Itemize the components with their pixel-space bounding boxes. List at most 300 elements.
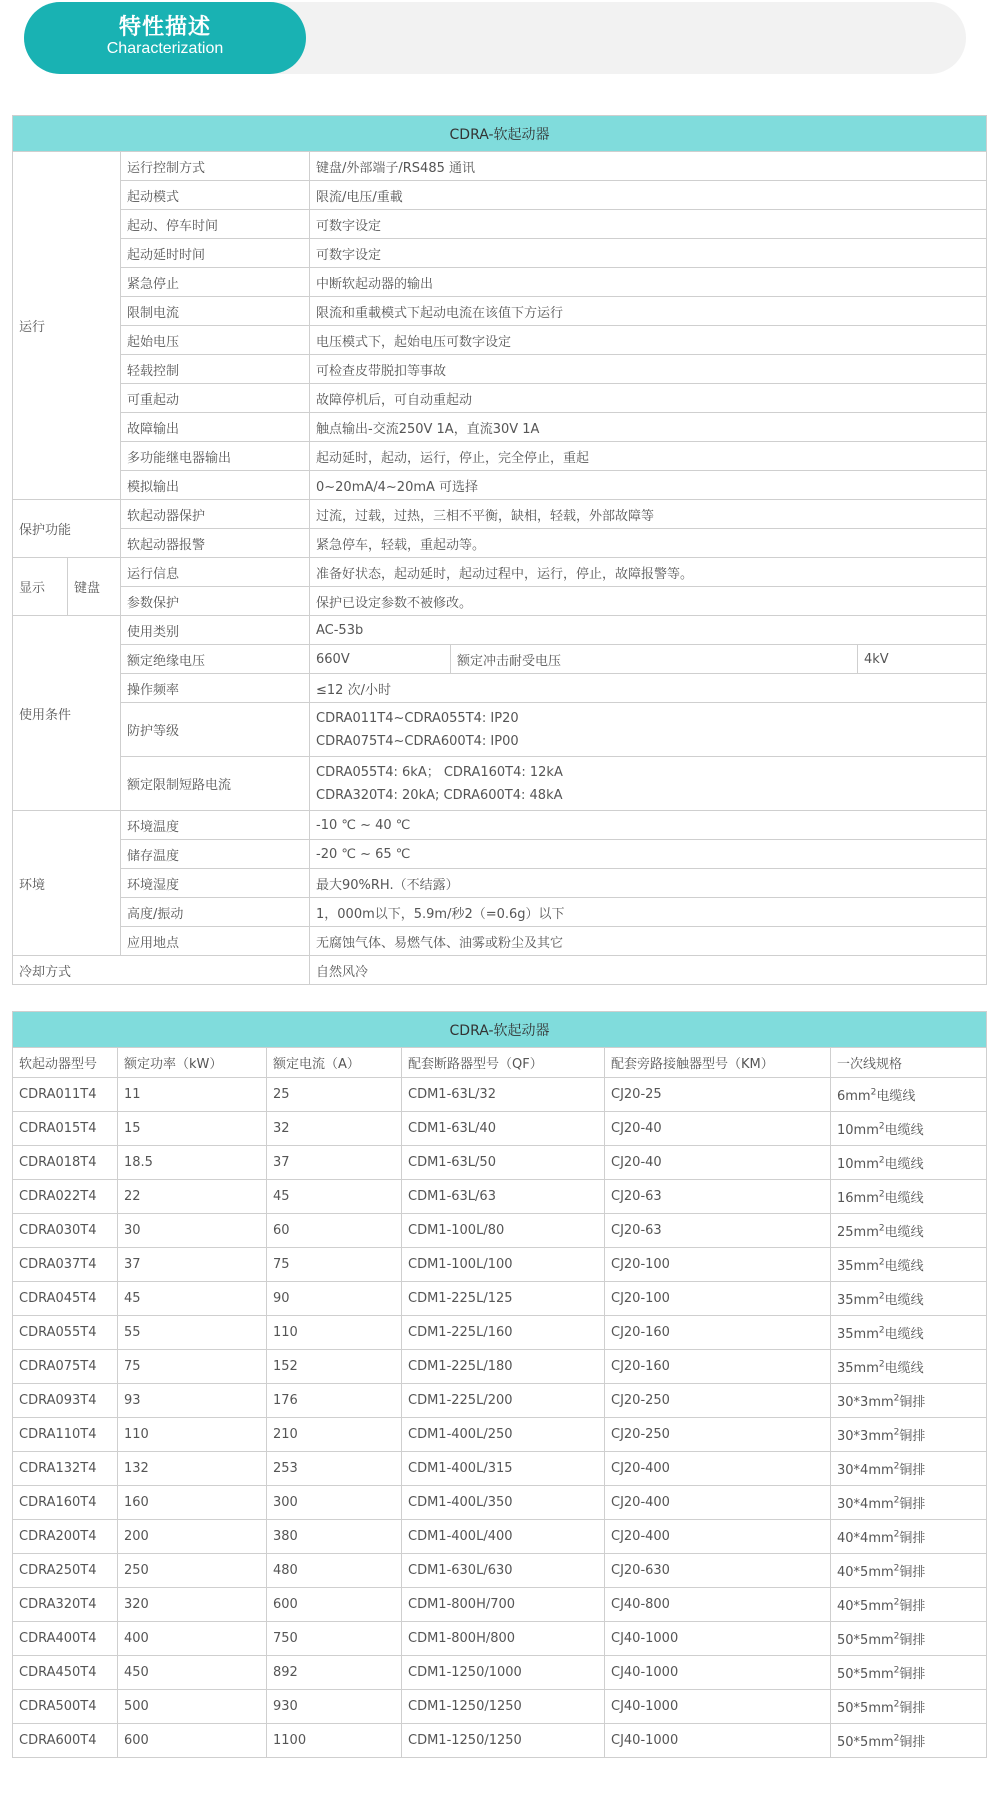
cable-type: 电缆线	[884, 1157, 924, 1172]
cable-size: 30*3mm	[837, 1429, 894, 1444]
cell-model: CDRA250T4	[13, 1554, 118, 1588]
cell-power: 132	[118, 1452, 267, 1486]
spec-label: 软起动器报警	[121, 529, 310, 558]
table-row	[13, 1588, 987, 1622]
table-row	[13, 1248, 987, 1282]
spec-label: 额定绝缘电压	[121, 645, 310, 674]
cell-current: 892	[267, 1656, 402, 1690]
cell-current: 32	[267, 1112, 402, 1146]
spec-row	[13, 210, 987, 239]
spec-label: 轻载控制	[121, 355, 310, 384]
cell-cable	[831, 1486, 987, 1520]
spec-value: AC-53b	[310, 616, 987, 645]
cell-power: 55	[118, 1316, 267, 1350]
cable-type: 电缆线	[884, 1123, 924, 1138]
cell-qf: CDM1-400L/400	[402, 1520, 605, 1554]
spec-value: 无腐蚀气体、易燃气体、油雾或粉尘及其它	[310, 927, 987, 956]
cable-type: 铜排	[899, 1531, 926, 1546]
cell-model: CDRA015T4	[13, 1112, 118, 1146]
spec-value: 1，000m以下，5.9m/秒2（=0.6g）以下	[310, 898, 987, 927]
cell-current: 152	[267, 1350, 402, 1384]
cell-qf: CDM1-400L/315	[402, 1452, 605, 1486]
cell-qf: CDM1-1250/1250	[402, 1724, 605, 1758]
spec-row	[13, 956, 987, 985]
cell-cable	[831, 1520, 987, 1554]
cable-size: 35mm	[837, 1293, 879, 1308]
cell-current: 210	[267, 1418, 402, 1452]
cell-current: 1100	[267, 1724, 402, 1758]
cell-km: CJ20-40	[605, 1146, 831, 1180]
superscript-two: 2	[893, 1495, 900, 1506]
spec-row	[13, 442, 987, 471]
cell-qf: CDM1-100L/100	[402, 1248, 605, 1282]
spec-label: 额定限制短路电流	[121, 757, 310, 811]
superscript-two: 2	[878, 1121, 885, 1132]
cell-qf: CDM1-800H/700	[402, 1588, 605, 1622]
cell-power: 45	[118, 1282, 267, 1316]
cell-cable	[831, 1214, 987, 1248]
cell-current: 60	[267, 1214, 402, 1248]
superscript-two: 2	[878, 1155, 885, 1166]
cell-current: 110	[267, 1316, 402, 1350]
spec-value: 触点输出-交流250V 1A，直流30V 1A	[310, 413, 987, 442]
characteristics-table	[12, 115, 987, 985]
cell-power: 22	[118, 1180, 267, 1214]
spec-row	[13, 645, 987, 674]
cell-power: 18.5	[118, 1146, 267, 1180]
cable-size: 50*5mm	[837, 1667, 894, 1682]
cell-cable	[831, 1248, 987, 1282]
spec-row	[13, 152, 987, 181]
cell-power: 93	[118, 1384, 267, 1418]
cell-model: CDRA320T4	[13, 1588, 118, 1622]
spec-value: -10 ℃ ~ 40 ℃	[310, 811, 987, 840]
subgroup-label: 键盘	[68, 558, 121, 616]
cable-size: 35mm	[837, 1259, 879, 1274]
column-header: 一次线规格	[831, 1048, 987, 1078]
spec-value: 0~20mA/4~20mA 可选择	[310, 471, 987, 500]
superscript-two: 2	[878, 1359, 885, 1370]
group-label: 使用条件	[13, 616, 121, 811]
spec-row	[13, 181, 987, 210]
cell-model: CDRA600T4	[13, 1724, 118, 1758]
cable-type: 铜排	[899, 1565, 926, 1580]
spec-label: 可重起动	[121, 384, 310, 413]
spec-label: 冷却方式	[13, 956, 310, 985]
cell-cable	[831, 1554, 987, 1588]
spec-label: 模拟输出	[121, 471, 310, 500]
cell-model: CDRA045T4	[13, 1282, 118, 1316]
cable-type: 电缆线	[884, 1293, 924, 1308]
cell-power: 11	[118, 1078, 267, 1112]
cell-km: CJ20-160	[605, 1350, 831, 1384]
table-row	[13, 1350, 987, 1384]
cable-size: 40*5mm	[837, 1565, 894, 1580]
cell-power: 200	[118, 1520, 267, 1554]
spec-row	[13, 355, 987, 384]
spec-label: 额定冲击耐受电压	[451, 645, 858, 674]
spec-label: 应用地点	[121, 927, 310, 956]
spec-value: ≤12 次/小时	[310, 674, 987, 703]
cell-model: CDRA400T4	[13, 1622, 118, 1656]
cell-power: 30	[118, 1214, 267, 1248]
table-caption: CDRA-软起动器	[13, 116, 987, 152]
spec-row	[13, 529, 987, 558]
cell-km: CJ40-1000	[605, 1690, 831, 1724]
cell-model: CDRA037T4	[13, 1248, 118, 1282]
spec-label: 使用类别	[121, 616, 310, 645]
spec-value: 中断软起动器的输出	[310, 268, 987, 297]
cable-type: 铜排	[899, 1633, 926, 1648]
spec-label: 多功能继电器输出	[121, 442, 310, 471]
spec-label: 环境湿度	[121, 869, 310, 898]
spec-value	[310, 703, 987, 757]
cell-current: 300	[267, 1486, 402, 1520]
spec-value: 紧急停车，轻载，重起动等。	[310, 529, 987, 558]
cable-size: 30*4mm	[837, 1463, 894, 1478]
value-line: CDRA011T4~CDRA055T4: IP20	[316, 710, 519, 726]
cell-power: 110	[118, 1418, 267, 1452]
cell-km: CJ20-100	[605, 1282, 831, 1316]
cable-type: 电缆线	[884, 1225, 924, 1240]
table-row	[13, 1520, 987, 1554]
spec-label: 起动延时时间	[121, 239, 310, 268]
cell-km: CJ20-100	[605, 1248, 831, 1282]
cell-cable	[831, 1588, 987, 1622]
cell-qf: CDM1-225L/180	[402, 1350, 605, 1384]
cell-cable	[831, 1078, 987, 1112]
table-row	[13, 1554, 987, 1588]
table-header-row	[13, 1048, 987, 1078]
table-row	[13, 1146, 987, 1180]
spec-value: 4kV	[858, 645, 987, 674]
cell-cable	[831, 1384, 987, 1418]
superscript-two: 2	[893, 1393, 900, 1404]
cell-km: CJ20-160	[605, 1316, 831, 1350]
superscript-two: 2	[878, 1189, 885, 1200]
cable-size: 35mm	[837, 1327, 879, 1342]
section-title-en: Characterization	[106, 40, 224, 57]
value-line: CDRA075T4~CDRA600T4: IP00	[316, 733, 519, 749]
table-caption: CDRA-软起动器	[13, 1012, 987, 1048]
spec-value: -20 ℃ ~ 65 ℃	[310, 840, 987, 869]
cell-km: CJ20-630	[605, 1554, 831, 1588]
superscript-two: 2	[893, 1529, 900, 1540]
spec-value: 键盘/外部端子/RS485 通讯	[310, 152, 987, 181]
cell-model: CDRA110T4	[13, 1418, 118, 1452]
column-header: 配套旁路接触器型号（KM）	[605, 1048, 831, 1078]
cell-power: 75	[118, 1350, 267, 1384]
cell-qf: CDM1-1250/1000	[402, 1656, 605, 1690]
table-row	[13, 1690, 987, 1724]
cell-model: CDRA200T4	[13, 1520, 118, 1554]
cell-power: 37	[118, 1248, 267, 1282]
spec-row	[13, 471, 987, 500]
group-label: 显示	[13, 558, 68, 616]
spec-row	[13, 674, 987, 703]
column-header: 配套断路器型号（QF）	[402, 1048, 605, 1078]
spec-value: 自然风冷	[310, 956, 987, 985]
spec-value: 可检查皮带脱扣等事故	[310, 355, 987, 384]
section-title-badge	[24, 2, 306, 74]
cell-km: CJ40-800	[605, 1588, 831, 1622]
cell-qf: CDM1-63L/32	[402, 1078, 605, 1112]
cell-qf: CDM1-800H/800	[402, 1622, 605, 1656]
spec-row	[13, 558, 987, 587]
cell-km: CJ40-1000	[605, 1622, 831, 1656]
cell-current: 480	[267, 1554, 402, 1588]
spec-label: 参数保护	[121, 587, 310, 616]
cable-size: 10mm	[837, 1123, 879, 1138]
cell-model: CDRA075T4	[13, 1350, 118, 1384]
spec-label: 起动、停车时间	[121, 210, 310, 239]
cell-model: CDRA011T4	[13, 1078, 118, 1112]
cell-cable	[831, 1146, 987, 1180]
spec-label: 紧急停止	[121, 268, 310, 297]
table-row	[13, 1418, 987, 1452]
spec-row	[13, 384, 987, 413]
cell-current: 75	[267, 1248, 402, 1282]
cell-current: 380	[267, 1520, 402, 1554]
spec-row	[13, 587, 987, 616]
spec-value: 限流/电压/重載	[310, 181, 987, 210]
cell-current: 930	[267, 1690, 402, 1724]
cell-km: CJ20-250	[605, 1384, 831, 1418]
cell-km: CJ20-63	[605, 1180, 831, 1214]
table-row	[13, 1112, 987, 1146]
cell-current: 176	[267, 1384, 402, 1418]
cell-cable	[831, 1180, 987, 1214]
cable-size: 16mm	[837, 1191, 879, 1206]
cell-cable	[831, 1452, 987, 1486]
spec-label: 操作频率	[121, 674, 310, 703]
cell-qf: CDM1-630L/630	[402, 1554, 605, 1588]
spec-value: 660V	[310, 645, 451, 674]
cell-qf: CDM1-225L/125	[402, 1282, 605, 1316]
cell-current: 45	[267, 1180, 402, 1214]
spec-row	[13, 239, 987, 268]
cell-cable	[831, 1112, 987, 1146]
cable-size: 50*5mm	[837, 1701, 894, 1716]
cell-power: 500	[118, 1690, 267, 1724]
superscript-two: 2	[870, 1087, 877, 1098]
superscript-two: 2	[893, 1733, 900, 1744]
table-caption-row	[13, 1012, 987, 1048]
spec-row	[13, 268, 987, 297]
spec-label: 限制电流	[121, 297, 310, 326]
cell-cable	[831, 1350, 987, 1384]
superscript-two: 2	[878, 1257, 885, 1268]
cable-type: 电缆线	[884, 1259, 924, 1274]
spec-label: 故障输出	[121, 413, 310, 442]
cable-type: 电缆线	[876, 1089, 916, 1104]
superscript-two: 2	[893, 1563, 900, 1574]
cell-cable	[831, 1418, 987, 1452]
cell-km: CJ20-25	[605, 1078, 831, 1112]
cell-km: CJ20-63	[605, 1214, 831, 1248]
cable-size: 40*5mm	[837, 1599, 894, 1614]
cell-qf: CDM1-400L/350	[402, 1486, 605, 1520]
cell-power: 600	[118, 1724, 267, 1758]
spec-value: 限流和重載模式下起动电流在该值下方运行	[310, 297, 987, 326]
spec-value: 可数字设定	[310, 239, 987, 268]
spec-value: 可数字设定	[310, 210, 987, 239]
table-row	[13, 1384, 987, 1418]
table-row	[13, 1282, 987, 1316]
cell-current: 750	[267, 1622, 402, 1656]
superscript-two: 2	[878, 1223, 885, 1234]
spec-label: 运行控制方式	[121, 152, 310, 181]
cell-qf: CDM1-63L/40	[402, 1112, 605, 1146]
spec-row	[13, 811, 987, 840]
table-row	[13, 1724, 987, 1758]
cable-size: 10mm	[837, 1157, 879, 1172]
superscript-two: 2	[878, 1325, 885, 1336]
table-row	[13, 1622, 987, 1656]
cell-current: 253	[267, 1452, 402, 1486]
column-header: 额定电流（A）	[267, 1048, 402, 1078]
cell-cable	[831, 1724, 987, 1758]
value-line: CDRA320T4: 20kA; CDRA600T4: 48kA	[316, 787, 563, 803]
spec-label: 储存温度	[121, 840, 310, 869]
model-table	[12, 1011, 987, 1758]
spec-label: 起始电压	[121, 326, 310, 355]
cable-size: 50*5mm	[837, 1633, 894, 1648]
cell-km: CJ20-400	[605, 1486, 831, 1520]
cell-qf: CDM1-100L/80	[402, 1214, 605, 1248]
cell-model: CDRA450T4	[13, 1656, 118, 1690]
spec-label: 软起动器保护	[121, 500, 310, 529]
cable-type: 铜排	[899, 1429, 926, 1444]
cell-qf: CDM1-1250/1250	[402, 1690, 605, 1724]
cell-model: CDRA500T4	[13, 1690, 118, 1724]
cable-size: 30*3mm	[837, 1395, 894, 1410]
cable-size: 25mm	[837, 1225, 879, 1240]
column-header: 额定功率（kW）	[118, 1048, 267, 1078]
table-row	[13, 1078, 987, 1112]
group-label: 环境	[13, 811, 121, 956]
spec-value: 准备好状态，起动延时，起动过程中，运行，停止，故障报警等。	[310, 558, 987, 587]
cell-km: CJ40-1000	[605, 1724, 831, 1758]
spec-value: 电压模式下，起始电压可数字设定	[310, 326, 987, 355]
spec-label: 防护等级	[121, 703, 310, 757]
cell-model: CDRA055T4	[13, 1316, 118, 1350]
spec-value: 最大90%RH.（不结露）	[310, 869, 987, 898]
spec-value: 起动延时，起动，运行，停止，完全停止，重起	[310, 442, 987, 471]
cell-power: 160	[118, 1486, 267, 1520]
cell-current: 90	[267, 1282, 402, 1316]
table-row	[13, 1452, 987, 1486]
cell-qf: CDM1-63L/63	[402, 1180, 605, 1214]
cell-current: 25	[267, 1078, 402, 1112]
spec-value: 保护已设定参数不被修改。	[310, 587, 987, 616]
table-row	[13, 1180, 987, 1214]
cell-km: CJ20-40	[605, 1112, 831, 1146]
column-header: 软起动器型号	[13, 1048, 118, 1078]
spec-row	[13, 898, 987, 927]
cell-km: CJ20-400	[605, 1452, 831, 1486]
cell-model: CDRA160T4	[13, 1486, 118, 1520]
table-row	[13, 1316, 987, 1350]
cell-qf: CDM1-63L/50	[402, 1146, 605, 1180]
value-line: CDRA055T4: 6kA； CDRA160T4: 12kA	[316, 764, 563, 780]
cell-km: CJ40-1000	[605, 1656, 831, 1690]
cell-power: 250	[118, 1554, 267, 1588]
superscript-two: 2	[893, 1665, 900, 1676]
spec-value	[310, 757, 987, 811]
cell-power: 450	[118, 1656, 267, 1690]
cell-cable	[831, 1622, 987, 1656]
superscript-two: 2	[893, 1699, 900, 1710]
spec-label: 起动模式	[121, 181, 310, 210]
cell-model: CDRA018T4	[13, 1146, 118, 1180]
cable-type: 铜排	[899, 1395, 926, 1410]
cable-size: 30*4mm	[837, 1497, 894, 1512]
cell-cable	[831, 1656, 987, 1690]
spec-row	[13, 840, 987, 869]
cable-type: 电缆线	[884, 1191, 924, 1206]
table-row	[13, 1486, 987, 1520]
spec-row	[13, 326, 987, 355]
cell-power: 320	[118, 1588, 267, 1622]
cell-qf: CDM1-400L/250	[402, 1418, 605, 1452]
superscript-two: 2	[893, 1427, 900, 1438]
superscript-two: 2	[893, 1631, 900, 1642]
cell-current: 37	[267, 1146, 402, 1180]
cable-type: 铜排	[899, 1735, 926, 1750]
cell-model: CDRA093T4	[13, 1384, 118, 1418]
spec-value: 故障停机后，可自动重起动	[310, 384, 987, 413]
spec-row	[13, 869, 987, 898]
spec-row	[13, 757, 987, 811]
table-caption-row	[13, 116, 987, 152]
spec-label: 运行信息	[121, 558, 310, 587]
cell-km: CJ20-250	[605, 1418, 831, 1452]
superscript-two: 2	[893, 1597, 900, 1608]
cable-type: 铜排	[899, 1667, 926, 1682]
cable-type: 电缆线	[884, 1327, 924, 1342]
cable-type: 铜排	[899, 1599, 926, 1614]
cell-power: 400	[118, 1622, 267, 1656]
cell-km: CJ20-400	[605, 1520, 831, 1554]
spec-row	[13, 413, 987, 442]
spec-row	[13, 297, 987, 326]
cell-cable	[831, 1690, 987, 1724]
cell-cable	[831, 1282, 987, 1316]
cable-type: 铜排	[899, 1701, 926, 1716]
cable-size: 40*4mm	[837, 1531, 894, 1546]
cable-type: 铜排	[899, 1497, 926, 1512]
cell-current: 600	[267, 1588, 402, 1622]
cell-power: 15	[118, 1112, 267, 1146]
cell-qf: CDM1-225L/200	[402, 1384, 605, 1418]
spec-row	[13, 500, 987, 529]
cable-type: 电缆线	[884, 1361, 924, 1376]
section-title-zh: 特性描述	[118, 15, 211, 40]
cable-type: 铜排	[899, 1463, 926, 1478]
cell-model: CDRA022T4	[13, 1180, 118, 1214]
cable-size: 35mm	[837, 1361, 879, 1376]
group-label: 保护功能	[13, 500, 121, 558]
group-label: 运行	[13, 152, 121, 500]
superscript-two: 2	[893, 1461, 900, 1472]
cell-model: CDRA030T4	[13, 1214, 118, 1248]
spec-row	[13, 927, 987, 956]
cell-qf: CDM1-225L/160	[402, 1316, 605, 1350]
cell-cable	[831, 1316, 987, 1350]
table-row	[13, 1214, 987, 1248]
spec-value: 过流，过载，过热，三相不平衡，缺相，轻载，外部故障等	[310, 500, 987, 529]
